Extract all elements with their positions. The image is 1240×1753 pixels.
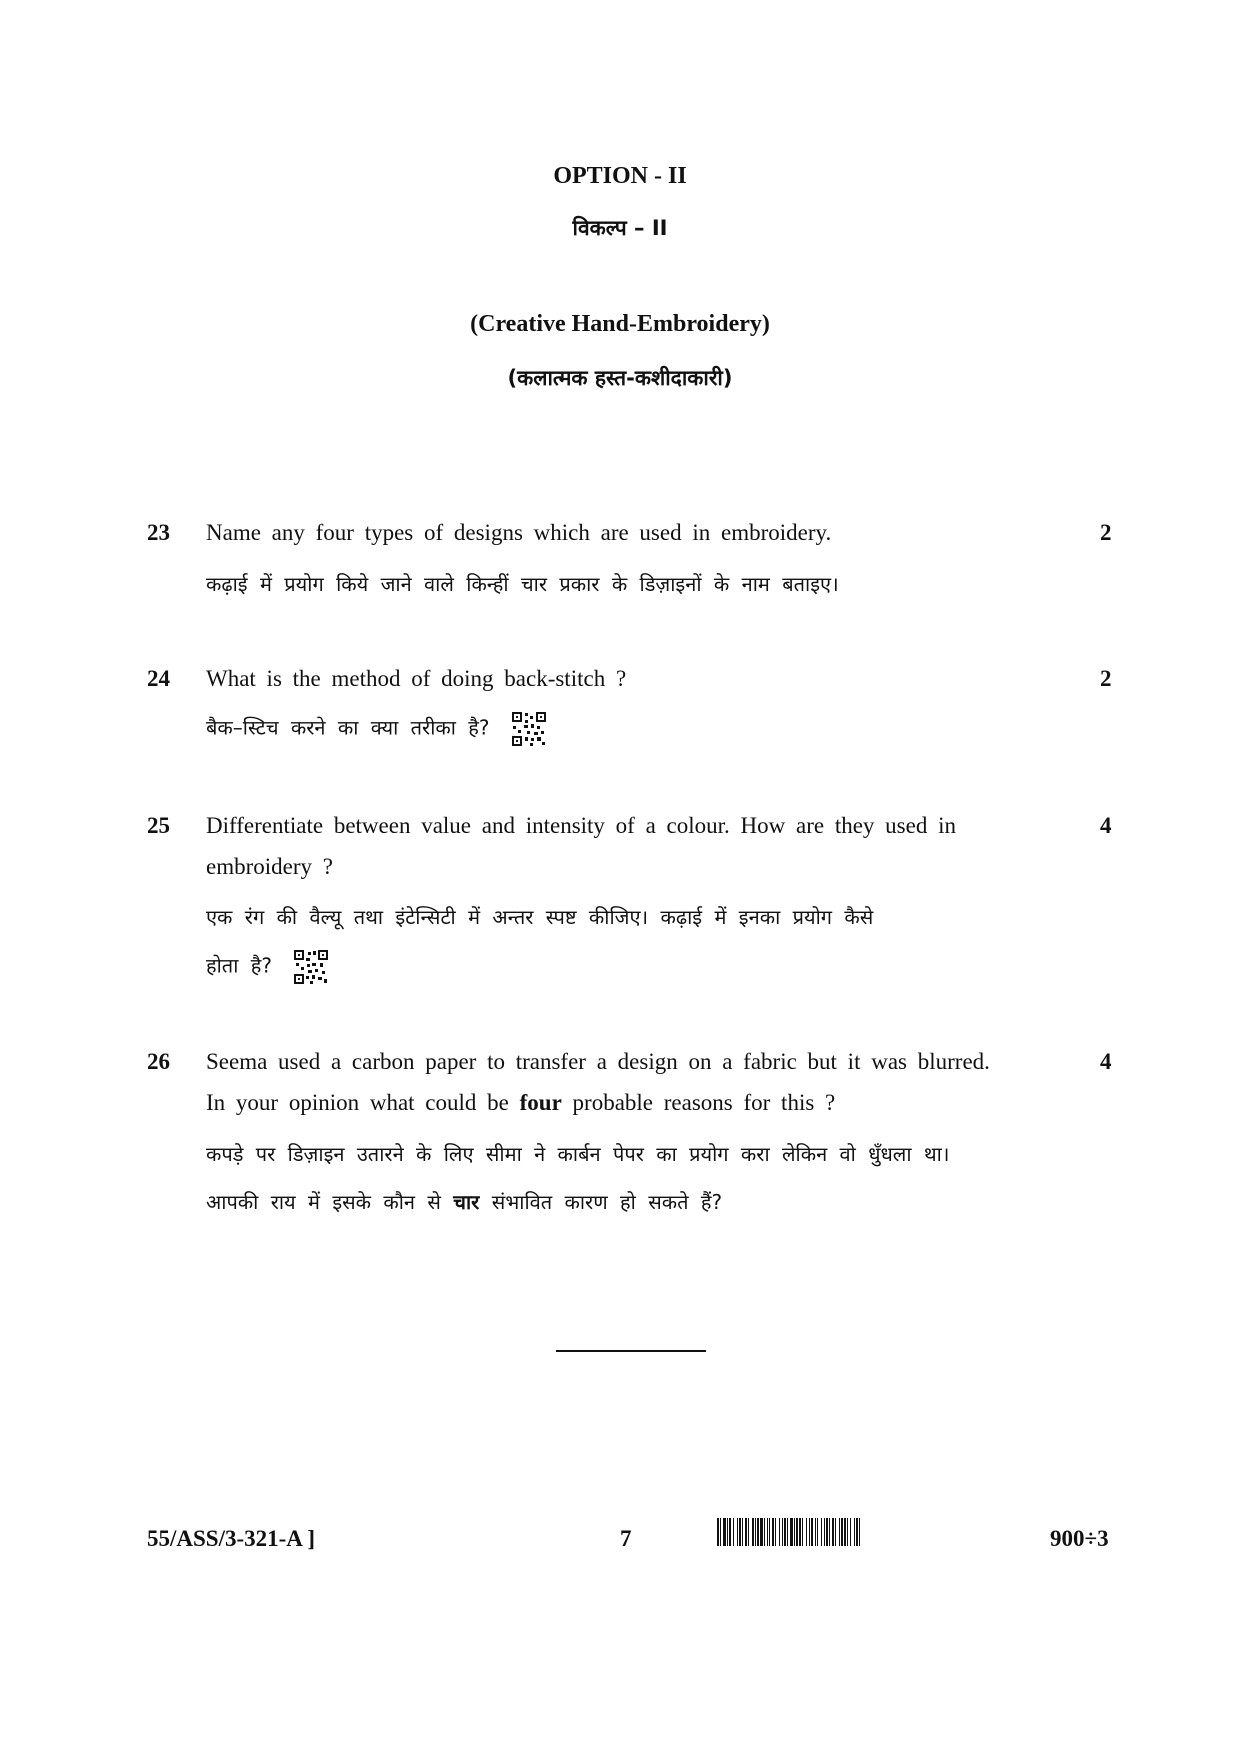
question-text-hi-part: संभावित कारण हो सकते हैं? — [491, 1190, 723, 1214]
question-number: 25 — [147, 813, 170, 838]
question-text-en: Name any four types of designs which are used in embroidery. — [206, 520, 832, 545]
barcode-bar — [745, 1518, 747, 1546]
question-marks: 4 — [1100, 813, 1112, 838]
barcode-bar — [784, 1518, 786, 1546]
barcode-bar — [824, 1518, 825, 1546]
copy-count: 900÷3 — [1050, 1526, 1109, 1551]
question-text-hi-line — [206, 1188, 722, 1215]
barcode-bar — [742, 1518, 743, 1546]
barcode-bar — [806, 1518, 807, 1546]
question-text-en: Differentiate between value and intensity of a colour. How are they used in — [206, 813, 956, 838]
barcode-bar — [769, 1518, 770, 1546]
barcode-bar — [815, 1518, 816, 1546]
barcode-bar — [829, 1518, 830, 1546]
question-marks: 2 — [1100, 666, 1112, 691]
barcode-bar — [850, 1518, 851, 1546]
barcode-bar — [847, 1518, 848, 1546]
barcode-bar — [723, 1518, 726, 1546]
subject-title-hindi: (कलात्मक हस्त-कशीदाकारी) — [507, 366, 733, 390]
option-title-hindi: विकल्प – II — [572, 216, 668, 240]
question-text-en: embroidery ? — [206, 854, 333, 879]
barcode-bar — [817, 1518, 818, 1546]
question-text-hi: बैक–स्टिच करने का क्या तरीका है? — [206, 715, 490, 740]
barcode-bar — [844, 1518, 846, 1546]
question-text-en-part: probable reasons for this ? — [572, 1090, 836, 1115]
barcode-bar — [772, 1518, 774, 1546]
option-title: OPTION - II — [553, 163, 687, 189]
barcode-bar — [790, 1518, 793, 1546]
barcode — [717, 1518, 990, 1546]
paper-code: 55/ASS/3-321-A ] — [147, 1526, 316, 1551]
question-text-hi: कपड़े पर डिज़ाइन उतारने के लिए सीमा ने कार्बन पेपर का प्रयोग करा लेकिन वो धुँधला था। — [206, 1142, 950, 1166]
question-text-hi-line — [206, 712, 546, 746]
barcode-bar — [748, 1518, 749, 1546]
barcode-bar — [755, 1518, 756, 1546]
barcode-bar — [794, 1518, 795, 1546]
barcode-bar — [767, 1518, 768, 1546]
question-text-hi: कढ़ाई में प्रयोग किये जाने वाले किन्हीं चार प्रकार के डिज़ाइनों के नाम बताइए। — [206, 572, 839, 596]
barcode-bar — [737, 1518, 738, 1546]
qr-code-icon[interactable] — [294, 950, 328, 984]
barcode-bar — [729, 1518, 731, 1546]
barcode-bar — [752, 1518, 754, 1546]
question-text-en-line — [206, 1090, 835, 1116]
question-text-en: Seema used a carbon paper to transfer a design on a fabric but it was blurred. — [206, 1049, 990, 1074]
question-number: 23 — [147, 520, 170, 545]
question-number: 26 — [147, 1049, 170, 1074]
barcode-bar — [720, 1518, 721, 1546]
emphasis-text: चार — [453, 1190, 480, 1214]
end-rule — [556, 1350, 706, 1352]
barcode-bar — [841, 1518, 843, 1546]
barcode-bar — [859, 1518, 860, 1546]
page-number: 7 — [620, 1526, 632, 1551]
barcode-bar — [832, 1518, 834, 1546]
question-text-en-part: In your opinion what could be — [206, 1090, 509, 1115]
barcode-bar — [779, 1518, 780, 1546]
barcode-bar — [757, 1518, 759, 1546]
barcode-bar — [775, 1518, 776, 1546]
barcode-bar — [764, 1518, 765, 1546]
barcode-bar — [727, 1518, 728, 1546]
question-text-hi: एक रंग की वैल्यू तथा इंटेन्सिटी में अन्तर स्पष्ट कीजिए। कढ़ाई में इनका प्रयोग कैसे — [206, 905, 874, 929]
barcode-bar — [839, 1518, 840, 1546]
barcode-bar — [799, 1518, 801, 1546]
barcode-bar — [782, 1518, 783, 1546]
barcode-bar — [796, 1518, 798, 1546]
qr-code-icon[interactable] — [512, 712, 546, 746]
question-text-hi-part: आपकी राय में इसके कौन से — [206, 1190, 441, 1214]
subject-title: (Creative Hand-Embroidery) — [470, 311, 770, 337]
barcode-bar — [821, 1518, 822, 1546]
question-marks: 2 — [1100, 520, 1112, 545]
question-text-hi: होता है? — [206, 953, 272, 978]
barcode-bar — [717, 1518, 719, 1546]
barcode-bar — [809, 1518, 810, 1546]
question-text-en: What is the method of doing back-stitch ? — [206, 666, 627, 691]
barcode-bar — [802, 1518, 803, 1546]
barcode-bar — [733, 1518, 734, 1546]
emphasis-text: four — [519, 1090, 562, 1115]
barcode-bar — [811, 1518, 813, 1546]
question-text-hi-line — [206, 950, 328, 984]
barcode-bar — [835, 1518, 836, 1546]
barcode-bar — [787, 1518, 788, 1546]
question-marks: 4 — [1100, 1049, 1112, 1074]
barcode-bar — [739, 1518, 741, 1546]
barcode-bar — [760, 1518, 763, 1546]
barcode-bar — [856, 1518, 858, 1546]
barcode-bar — [854, 1518, 855, 1546]
question-number: 24 — [147, 666, 170, 691]
barcode-bar — [826, 1518, 828, 1546]
